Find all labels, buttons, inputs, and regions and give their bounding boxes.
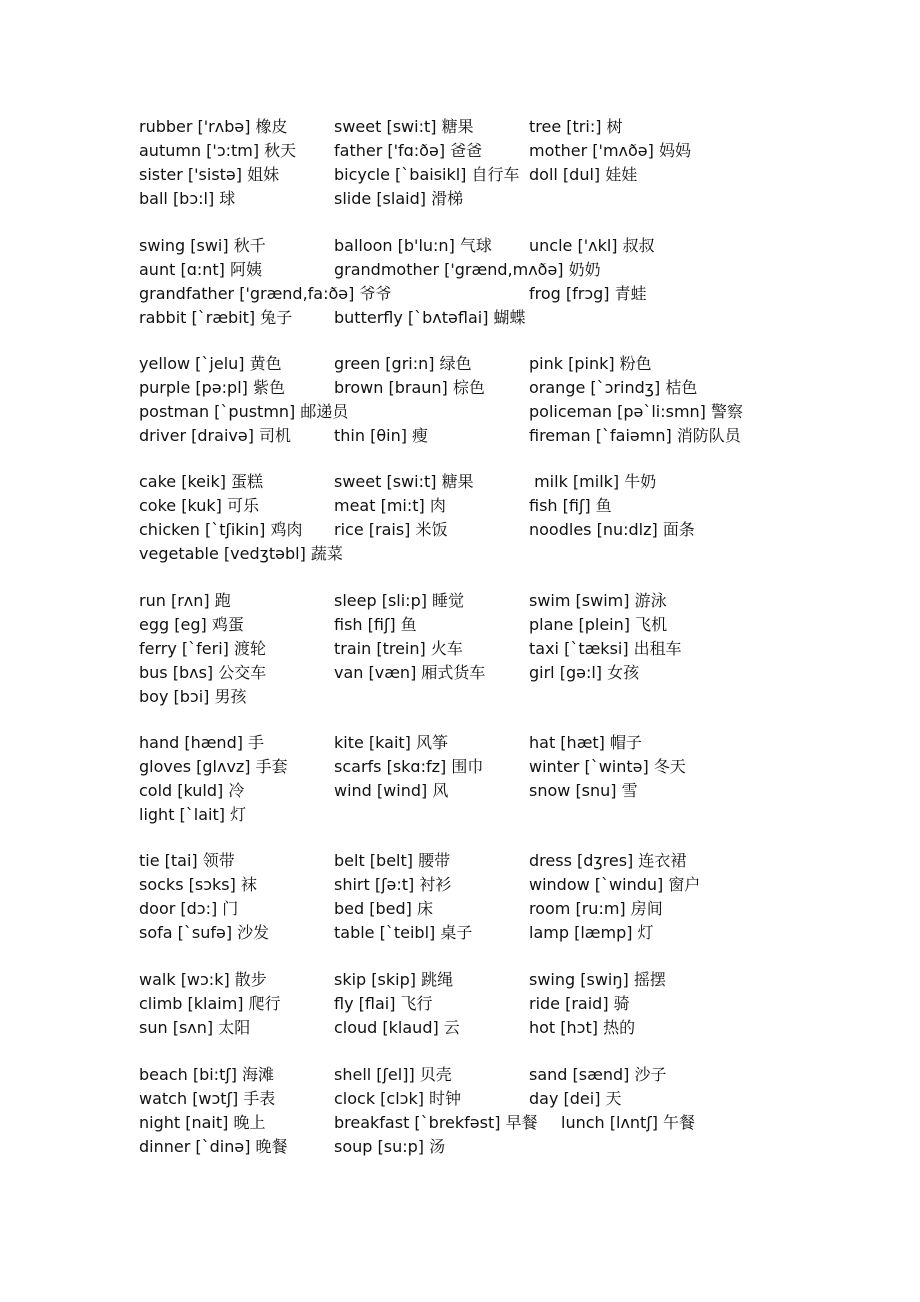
vocab-entry: kite [kait] 风筝 [334, 733, 448, 752]
vocab-entry: hand [hænd] 手 [139, 733, 265, 752]
vocab-entry: sofa [`sufə] 沙发 [139, 923, 270, 942]
vocab-entry: window [`windu] 窗户 [529, 875, 701, 894]
vocab-entry: noodles [nu:dlz] 面条 [529, 520, 695, 539]
vocab-entry: rubber ['rʌbə] 橡皮 [139, 117, 288, 136]
vocab-entry: clock [clɔk] 时钟 [334, 1089, 462, 1108]
vocab-entry: ball [bɔ:l] 球 [139, 189, 236, 208]
vocab-entry: room [ru:m] 房间 [529, 899, 663, 918]
vocab-entry: watch [wɔtʃ] 手表 [139, 1089, 276, 1108]
vocab-entry: snow [snu] 雪 [529, 781, 638, 800]
vocab-entry: brown [braun] 棕色 [334, 378, 485, 397]
vocab-entry: fish [fiʃ] 鱼 [529, 496, 612, 515]
vocab-entry: soup [su:p] 汤 [334, 1137, 446, 1156]
vocab-entry: doll [dul] 娃娃 [529, 165, 638, 184]
vocab-entry: purple [pə:pl] 紫色 [139, 378, 285, 397]
vocab-entry: aunt [ɑ:nt] 阿姨 [139, 260, 262, 279]
vocab-entry: gloves [glʌvz] 手套 [139, 757, 288, 776]
vocab-entry: breakfast [`brekfəst] 早餐 [334, 1113, 538, 1132]
vocab-entry: butterfly [`bʌtəflai] 蝴蝶 [334, 308, 526, 327]
vocab-entry: driver [draivə] 司机 [139, 426, 292, 445]
vocab-entry: shirt [ʃə:t] 衬衫 [334, 875, 452, 894]
vocab-entry: light [`lait] 灯 [139, 805, 247, 824]
vocab-entry: night [nait] 晚上 [139, 1113, 266, 1132]
vocab-entry: hot [hɔt] 热的 [529, 1018, 636, 1037]
vocab-entry: ferry [`feri] 渡轮 [139, 639, 266, 658]
vocab-entry: skip [skip] 跳绳 [334, 970, 454, 989]
vocab-entry: slide [slaid] 滑梯 [334, 189, 464, 208]
vocab-entry: green [gri:n] 绿色 [334, 354, 472, 373]
vocab-entry: mother ['mʌðə] 妈妈 [529, 141, 691, 160]
vocab-entry: meat [mi:t] 肉 [334, 496, 446, 515]
vocab-entry: beach [bi:tʃ] 海滩 [139, 1065, 275, 1084]
vocab-entry: sweet [swi:t] 糖果 [334, 472, 474, 491]
vocab-entry: lamp [læmp] 灯 [529, 923, 654, 942]
vocab-entry: sweet [swi:t] 糖果 [334, 117, 474, 136]
vocab-entry: climb [klaim] 爬行 [139, 994, 281, 1013]
vocab-entry: rice [rais] 米饭 [334, 520, 448, 539]
vocab-entry: grandmother ['grænd,mʌðə] 奶奶 [334, 260, 601, 279]
vocab-entry: fly [flai] 飞行 [334, 994, 433, 1013]
vocab-entry: cake [keik] 蛋糕 [139, 472, 264, 491]
vocab-entry: boy [bɔi] 男孩 [139, 687, 247, 706]
vocab-entry: winter [`wintə] 冬天 [529, 757, 686, 776]
vocab-entry: scarfs [skɑ:fz] 围巾 [334, 757, 484, 776]
vocab-entry: lunch [lʌntʃ] 午餐 [561, 1113, 696, 1132]
vocab-entry: walk [wɔ:k] 散步 [139, 970, 267, 989]
vocab-entry: tree [tri:] 树 [529, 117, 623, 136]
vocab-entry: fish [fiʃ] 鱼 [334, 615, 417, 634]
vocab-entry: sister ['sistə] 姐妹 [139, 165, 280, 184]
vocab-entry: policeman [pə`li:smn] 警察 [529, 402, 744, 421]
vocab-entry: cold [kuld] 冷 [139, 781, 245, 800]
vocab-entry: balloon [b'lu:n] 气球 [334, 236, 492, 255]
vocab-entry: plane [plein] 飞机 [529, 615, 668, 634]
vocab-entry: yellow [`jelu] 黄色 [139, 354, 282, 373]
vocab-entry: ride [raid] 骑 [529, 994, 630, 1013]
vocab-entry: coke [kuk] 可乐 [139, 496, 259, 515]
vocab-entry: chicken [`tʃikin] 鸡肉 [139, 520, 303, 539]
vocab-entry: orange [`ɔrindʒ] 桔色 [529, 378, 698, 397]
vocab-entry: run [rʌn] 跑 [139, 591, 231, 610]
vocab-entry: vegetable [vedʒtəbl] 蔬菜 [139, 544, 343, 563]
vocab-entry: milk [milk] 牛奶 [529, 472, 657, 491]
vocab-entry: table [`teibl] 桌子 [334, 923, 473, 942]
vocab-entry: fireman [`faiəmn] 消防队员 [529, 426, 741, 445]
vocab-entry: socks [sɔks] 袜 [139, 875, 257, 894]
vocab-entry: belt [belt] 腰带 [334, 851, 451, 870]
vocab-entry: cloud [klaud] 云 [334, 1018, 460, 1037]
vocab-entry: uncle ['ʌkl] 叔叔 [529, 236, 655, 255]
vocab-entry: dinner [`dinə] 晚餐 [139, 1137, 288, 1156]
vocab-entry: sun [sʌn] 太阳 [139, 1018, 251, 1037]
vocab-entry: door [dɔ:] 门 [139, 899, 239, 918]
vocab-entry: bicycle [`baisikl] 自行车 [334, 165, 520, 184]
vocab-entry: father ['fɑ:ðə] 爸爸 [334, 141, 483, 160]
vocab-entry: train [trein] 火车 [334, 639, 463, 658]
vocab-entry: sleep [sli:p] 睡觉 [334, 591, 465, 610]
vocab-entry: swing [swiŋ] 摇摆 [529, 970, 666, 989]
vocab-entry: shell [ʃel]] 贝壳 [334, 1065, 452, 1084]
vocab-entry: thin [θin] 瘦 [334, 426, 429, 445]
vocab-entry: pink [pink] 粉色 [529, 354, 652, 373]
vocab-entry: rabbit [`ræbit] 兔子 [139, 308, 293, 327]
vocab-entry: egg [eg] 鸡蛋 [139, 615, 244, 634]
vocab-entry: sand [sænd] 沙子 [529, 1065, 667, 1084]
vocab-entry: van [væn] 厢式货车 [334, 663, 486, 682]
vocab-entry: grandfather ['grænd,fa:ðə] 爷爷 [139, 284, 392, 303]
vocab-entry: girl [gə:l] 女孩 [529, 663, 640, 682]
vocab-entry: bed [bed] 床 [334, 899, 433, 918]
vocab-entry: tie [tai] 领带 [139, 851, 235, 870]
vocab-entry: hat [hæt] 帽子 [529, 733, 643, 752]
vocab-entry: autumn ['ɔ:tm] 秋天 [139, 141, 297, 160]
vocab-entry: frog [frɔg] 青蛙 [529, 284, 647, 303]
vocab-entry: bus [bʌs] 公交车 [139, 663, 267, 682]
vocab-entry: swim [swim] 游泳 [529, 591, 667, 610]
vocab-entry: postman [`pustmn] 邮递员 [139, 402, 349, 421]
vocab-entry: taxi [`tæksi] 出租车 [529, 639, 682, 658]
vocab-entry: swing [swi] 秋千 [139, 236, 266, 255]
vocab-entry: dress [dʒres] 连衣裙 [529, 851, 687, 870]
vocab-entry: day [dei] 天 [529, 1089, 622, 1108]
vocab-entry: wind [wind] 风 [334, 781, 449, 800]
